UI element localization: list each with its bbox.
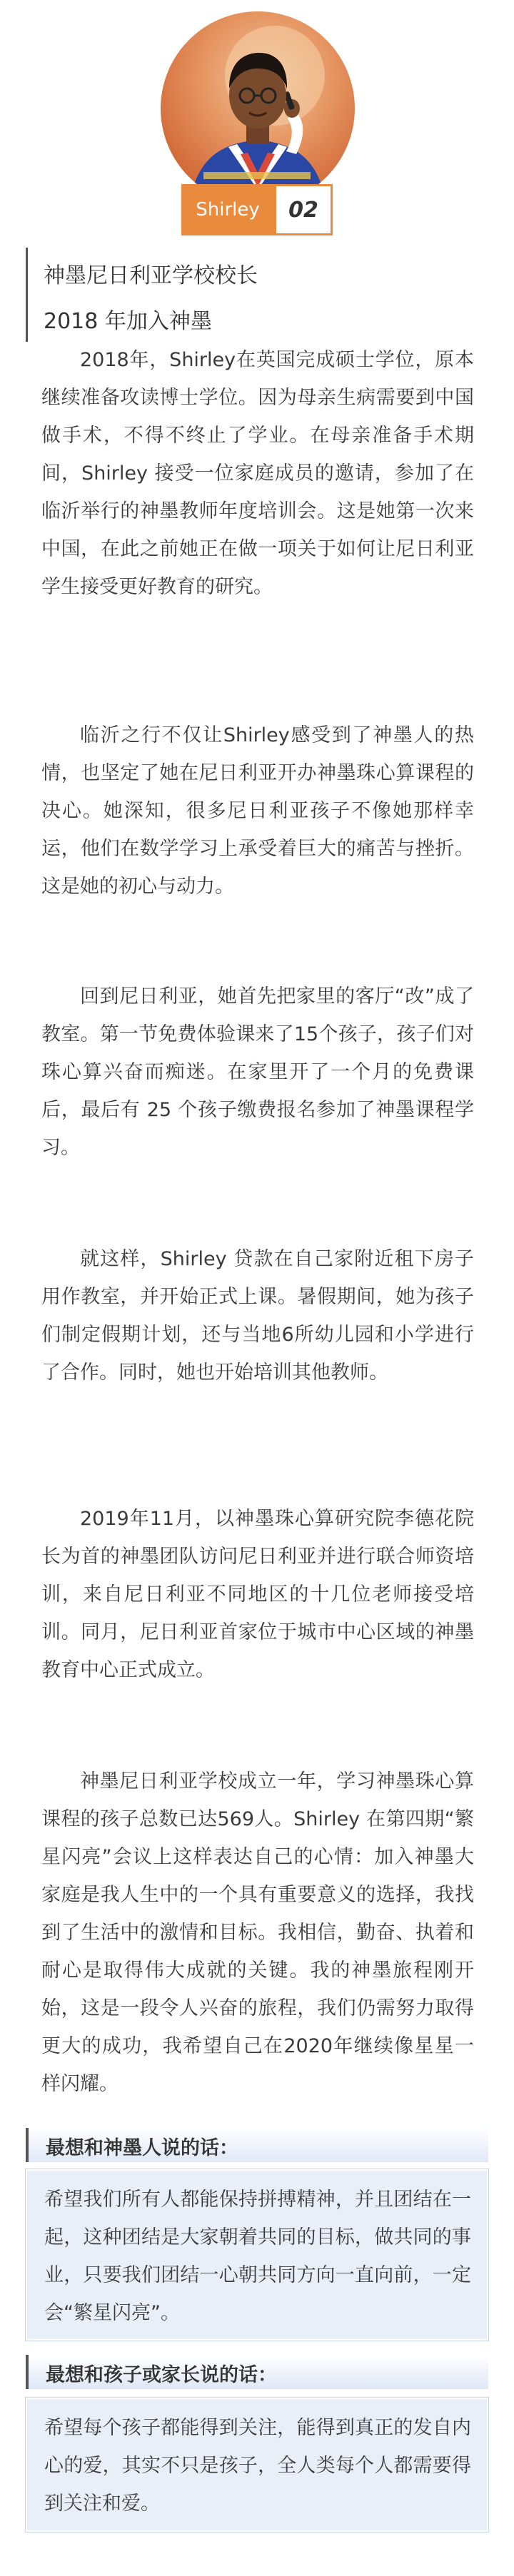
paragraph-6: 神墨尼日利亚学校成立一年，学习神墨珠心算课程的孩子总数已达569人。Shirley 在第四期“繁星闪亮”会议上这样表达自己的心情：加入神墨大家庭是我人生中的一个具有重要意义的选择，我找到了生活中的激情和目标。我相信，勤奋、执着和耐心是取得伟大成就的关键。我的神墨旅程刚开始，这是一段令人兴奋的旅程，我们仍需努力取得更大的成功，我希望自己在2020年继续像星星一样闪耀。 <box>41 1770 474 2095</box>
profile-header <box>0 0 514 243</box>
quote-body-1: 希望我们所有人都能保持拼搏精神，并且团结在一起，这种团结是大家朝着共同的目标，做共同的事业，只要我们团结一心朝共同方向一直向前，一定会“繁星闪亮”。 <box>26 2169 488 2341</box>
paragraph-4: 就这样，Shirley 贷款在自己家附近租下房子用作教室，并开始正式上课。暑假期间，她为孩子们制定假期计划，还与当地6所幼儿园和小学进行了合作。同时，她也开始培训其他教师。 <box>41 1248 474 1384</box>
quote-body-2: 希望每个孩子都能得到关注，能得到真正的发自内心的爱，其实不只是孩子，全人类每个人都需要得到关注和爱。 <box>26 2398 488 2532</box>
paragraph-5: 2019年11月，以神墨珠心算研究院李德花院长为首的神墨团队访问尼日利亚并进行联合师资培训，来自尼日利亚不同地区的十几位老师接受培训。同月，尼日利亚首家位于城市中心区域的神墨教育中心正式成立。 <box>41 1508 474 1681</box>
paragraph-2: 临沂之行不仅让Shirley感受到了神墨人的热情，也坚定了她在尼日利亚开办神墨珠心算课程的决心。她深知，很多尼日利亚孩子不像她那样幸运，他们在数学学习上承受着巨大的痛苦与挫折。这是她的初心与动力。 <box>41 724 474 898</box>
paragraph-1: 2018年，Shirley在英国完成硕士学位，原本继续准备攻读博士学位。因为母亲生病需要到中国做手术，不得不终止了学业。在母亲准备手术期间，Shirley 接受一位家庭成员的邀请，参加了在临沂举行的神墨教师年度培训会。这是她第一次来中国，在此之前她正在做一项关于如何让尼日利亚学生接受更好教育的研究。 <box>41 349 474 598</box>
paragraph-3: 回到尼日利亚，她首先把家里的客厅“改”成了教室。第一节免费体验课来了15个孩子，孩子们对珠心算兴奋而痴迷。在家里开了一个月的免费课后，最后有 25 个孩子缴费报名参加了神墨课程学习。 <box>41 985 474 1159</box>
portrait-photo <box>161 11 355 206</box>
job-title: 神墨尼日利亚学校校长 <box>44 263 258 288</box>
name-tab <box>181 184 333 235</box>
quote-heading-2 <box>26 2355 488 2389</box>
joined-year: 2018 年加入神墨 <box>44 309 212 334</box>
quote-heading-1 <box>26 2128 488 2162</box>
quote-heading-text: 最想和孩子或家长说的话： <box>46 2364 277 2386</box>
profile-name: Shirley <box>181 184 274 235</box>
title-block <box>26 248 485 342</box>
avatar <box>161 11 355 206</box>
quote-heading-text: 最想和神墨人说的话： <box>46 2137 238 2159</box>
profile-number: 02 <box>274 184 333 235</box>
